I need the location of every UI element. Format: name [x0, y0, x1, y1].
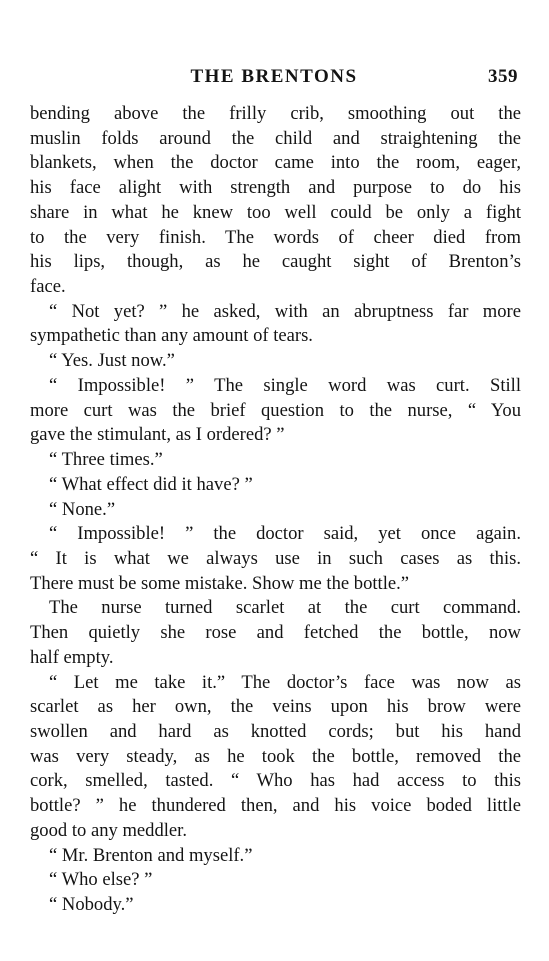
text-line: his lips, though, as he caught sight of Brenton’s [30, 251, 521, 273]
text-line: “ Not yet? ” he asked, with an abruptness far more [49, 300, 521, 322]
text-line: “ Three times.” [49, 449, 163, 471]
text-line: “ Impossible! ” The single word was curt. Still [49, 374, 521, 396]
text-line: more curt was the brief question to the nurse, “ You [30, 399, 521, 421]
body-text [30, 102, 521, 918]
text-line: “ Who else? ” [49, 869, 153, 891]
text-line: muslin folds around the child and straightening the [30, 127, 521, 149]
text-line: was very steady, as he took the bottle, removed the [30, 745, 521, 767]
text-line: “ Let me take it.” The doctor’s face was now as [49, 671, 521, 693]
text-line: Then quietly she rose and fetched the bottle, now [30, 622, 521, 644]
text-line: half empty. [30, 646, 114, 668]
text-line: “ Yes. Just now.” [49, 350, 175, 372]
text-line: “ None.” [49, 498, 116, 520]
text-line: blankets, when the doctor came into the room, eager, [30, 152, 521, 174]
text-line: “ Nobody.” [49, 894, 134, 915]
text-line: “ It is what we always use in such cases as this. [30, 547, 521, 569]
text-line: “ What effect did it have? ” [49, 473, 253, 495]
text-line: bottle? ” he thundered then, and his voice boded little [30, 795, 521, 817]
text-line: his face alight with strength and purpose to do his [30, 177, 521, 199]
text-line: share in what he knew too well could be only a fight [30, 201, 521, 223]
text-line: “ Mr. Brenton and myself.” [49, 844, 253, 866]
text-line: good to any meddler. [30, 819, 187, 841]
text-line: “ Impossible! ” the doctor said, yet once again. [49, 523, 521, 545]
text-line: gave the stimulant, as I ordered? ” [30, 424, 285, 446]
text-line: bending above the frilly crib, smoothing out the [30, 103, 521, 124]
text-line: There must be some mistake. Show me the bottle.” [30, 572, 410, 594]
running-title: THE BRENTONS [190, 66, 358, 87]
text-line: to the very finish. The words of cheer died from [30, 226, 521, 248]
text-line: The nurse turned scarlet at the curt command. [49, 597, 521, 619]
running-head [30, 66, 518, 90]
page-number: 359 [488, 66, 518, 87]
text-line: scarlet as her own, the veins upon his brow were [30, 696, 521, 718]
text-line: face. [30, 276, 66, 298]
text-line: sympathetic than any amount of tears. [30, 325, 313, 347]
text-line: cork, smelled, tasted. “ Who has had access to this [30, 770, 521, 792]
text-line: swollen and hard as knotted cords; but his hand [30, 720, 521, 742]
